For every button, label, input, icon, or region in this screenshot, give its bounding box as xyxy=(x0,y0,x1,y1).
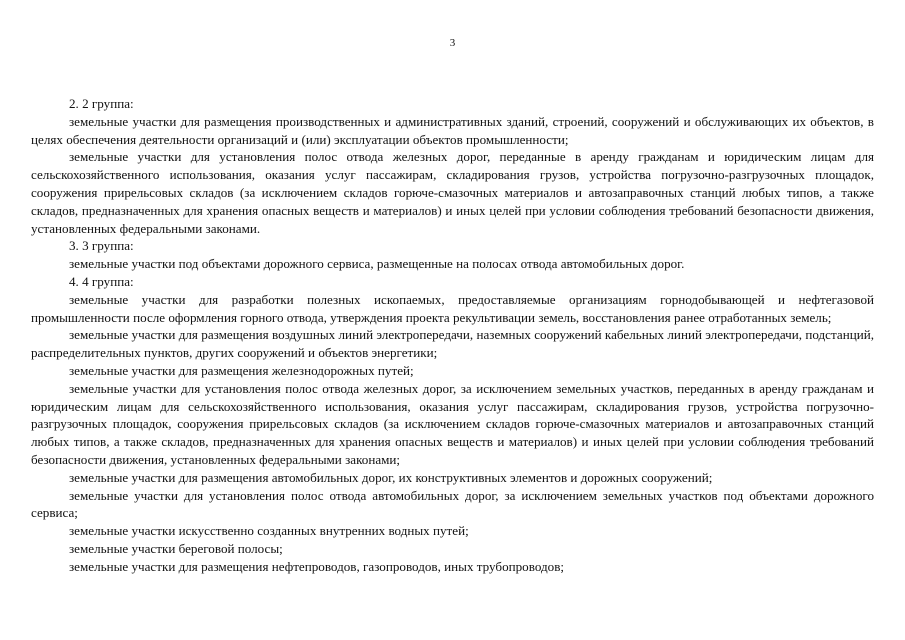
section-heading-group-2: 2. 2 группа: xyxy=(69,96,134,111)
paragraph: земельные участки для размещения железнодорожных путей; xyxy=(69,362,414,378)
page-number: 3 xyxy=(449,37,456,49)
paragraph: земельные участки для установления полос отвода автомобильных дорог, за исключением земельных участков под объектами дорожного сервиса; xyxy=(31,487,874,521)
paragraph: земельные участки для размещения автомобильных дорог, их конструктивных элементов и дорожных сооружений; xyxy=(69,469,713,485)
paragraph: земельные участки для размещения воздушных линий электропередачи, наземных сооружений кабельных линий электропередачи, подстанций, распределительных пунктов, других сооружений и объектов энергетики; xyxy=(31,327,874,361)
document-body xyxy=(31,95,874,576)
paragraph: земельные участки искусственно созданных внутренних водных путей; xyxy=(69,523,469,539)
paragraph: земельные участки для разработки полезных ископаемых, предоставляемые организациям горнодобывающей и нефтегазовой промышленности после оформления горного отвода, утверждения проекта рекультивации земель, восстановления ранее отработанных земель; xyxy=(31,291,874,325)
paragraph: земельные участки береговой полосы; xyxy=(69,540,283,556)
paragraph: земельные участки для размещения нефтепроводов, газопроводов, иных трубопроводов; xyxy=(69,558,565,574)
section-heading-group-3: 3. 3 группа: xyxy=(69,238,134,254)
section-heading-group-4: 4. 4 группа: xyxy=(69,273,134,289)
paragraph: земельные участки под объектами дорожного сервиса, размещенные на полосах отвода автомобильных дорог. xyxy=(69,256,685,272)
paragraph: земельные участки для размещения производственных и административных зданий, строений, сооружений и обслуживающих их объектов, в целях обеспечения деятельности организаций и (или) эксплуатации объектов промышленности; xyxy=(31,113,874,147)
paragraph: земельные участки для установления полос отвода железных дорог, за исключением земельных участков, переданных в аренду гражданам и юридическим лицам для сельскохозяйственного использования, оказания услуг пассажирам, складирования грузов, устройства погрузочно-разгрузочных площадок, сооружения прирельсовых складов (за исключением складов горюче-смазочных материалов и автозаправочных станций любых типов, а также складов, предназначенных для хранения опасных веществ и материалов) и иных целей при условии соблюдения требований безопасности движения, установленных федеральными законами; xyxy=(31,380,874,467)
paragraph: земельные участки для установления полос отвода железных дорог, переданные в аренду гражданам и юридическим лицам для сельскохозяйственного использования, оказания услуг пассажирам, складирования грузов, устройства погрузочно-разгрузочных площадок, сооружения прирельсовых складов (за исключением складов горюче-смазочных материалов и автозаправочных станций любых типов, а также складов, предназначенных для хранения опасных веществ и материалов) и иных целей при условии соблюдения требований безопасности движения, установленных федеральными законами. xyxy=(31,149,874,236)
